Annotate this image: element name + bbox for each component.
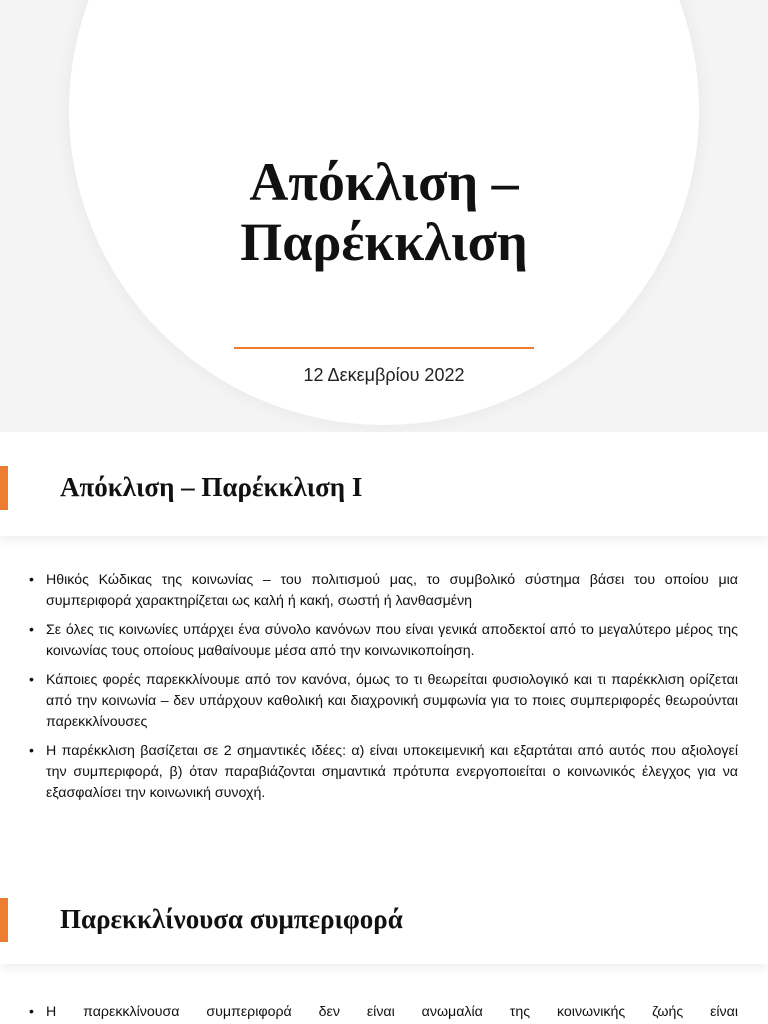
title-underline-rule: [234, 347, 534, 349]
presentation-date: 12 Δεκεμβρίου 2022: [303, 365, 465, 385]
bullet-item: • Ηθικός Κώδικας της κοινωνίας – του πολιτισμού μας, το συμβολικό σύστημα βάσει του οποίου μια συμπεριφορά χαρακτηρίζεται ως καλή ή κακή, σωστή ή λανθασμένη: [26, 570, 738, 612]
content-slide-1: [0, 432, 768, 864]
slide-accent-bar: [0, 898, 8, 942]
bullet-item: • Η παρεκκλίνουσα συμπεριφορά δεν είναι ανωμαλία της κοινωνικής ζωής είναι: [26, 1002, 738, 1023]
slide-accent-bar: [0, 466, 8, 510]
bullet-item: • Σε όλες τις κοινωνίες υπάρχει ένα σύνολο κανόνων που είναι γενικά αποδεκτοί από το μεγαλύτερο μέρος της κοινωνίας τους οποίους μαθαίνουμε μέσα από την κοινωνικοποίηση.: [26, 620, 738, 662]
bullet-list: [26, 570, 738, 812]
slide-title: Απόκλιση – Παρέκκλιση Ι: [60, 472, 363, 502]
bullet-item: • Η παρέκκλιση βασίζεται σε 2 σημαντικές ιδέες: α) είναι υποκειμενική και εξαρτάται από αυτός που αξιολογεί την συμπεριφορά, β) όταν παραβιάζονται σημαντικά πρότυπα ενεργοποιείται ο κοινωνικός έλεγχος για να εξασφαλίσει την κοινωνική συνοχή.: [26, 741, 738, 804]
presentation-title-line1: Απόκλιση –: [249, 152, 519, 212]
bullet-item: • Κάποιες φορές παρεκκλίνουμε από τον κανόνα, όμως το τι θεωρείται φυσιολογικό και τι παρέκκλιση ορίζεται από την κοινωνία – δεν υπάρχουν καθολική και διαχρονική συμφωνία για το ποιες συμπεριφορές θεωρούνται παρεκκλίνουσες: [26, 670, 738, 733]
bullet-list: [26, 1002, 738, 1024]
content-slide-2: [0, 864, 768, 1024]
slide-title: Παρεκκλίνουσα συμπεριφορά: [60, 904, 403, 934]
presentation-title-line2: Παρέκκλιση: [240, 212, 528, 272]
title-slide: [0, 0, 768, 432]
presentation-title: [0, 152, 768, 272]
